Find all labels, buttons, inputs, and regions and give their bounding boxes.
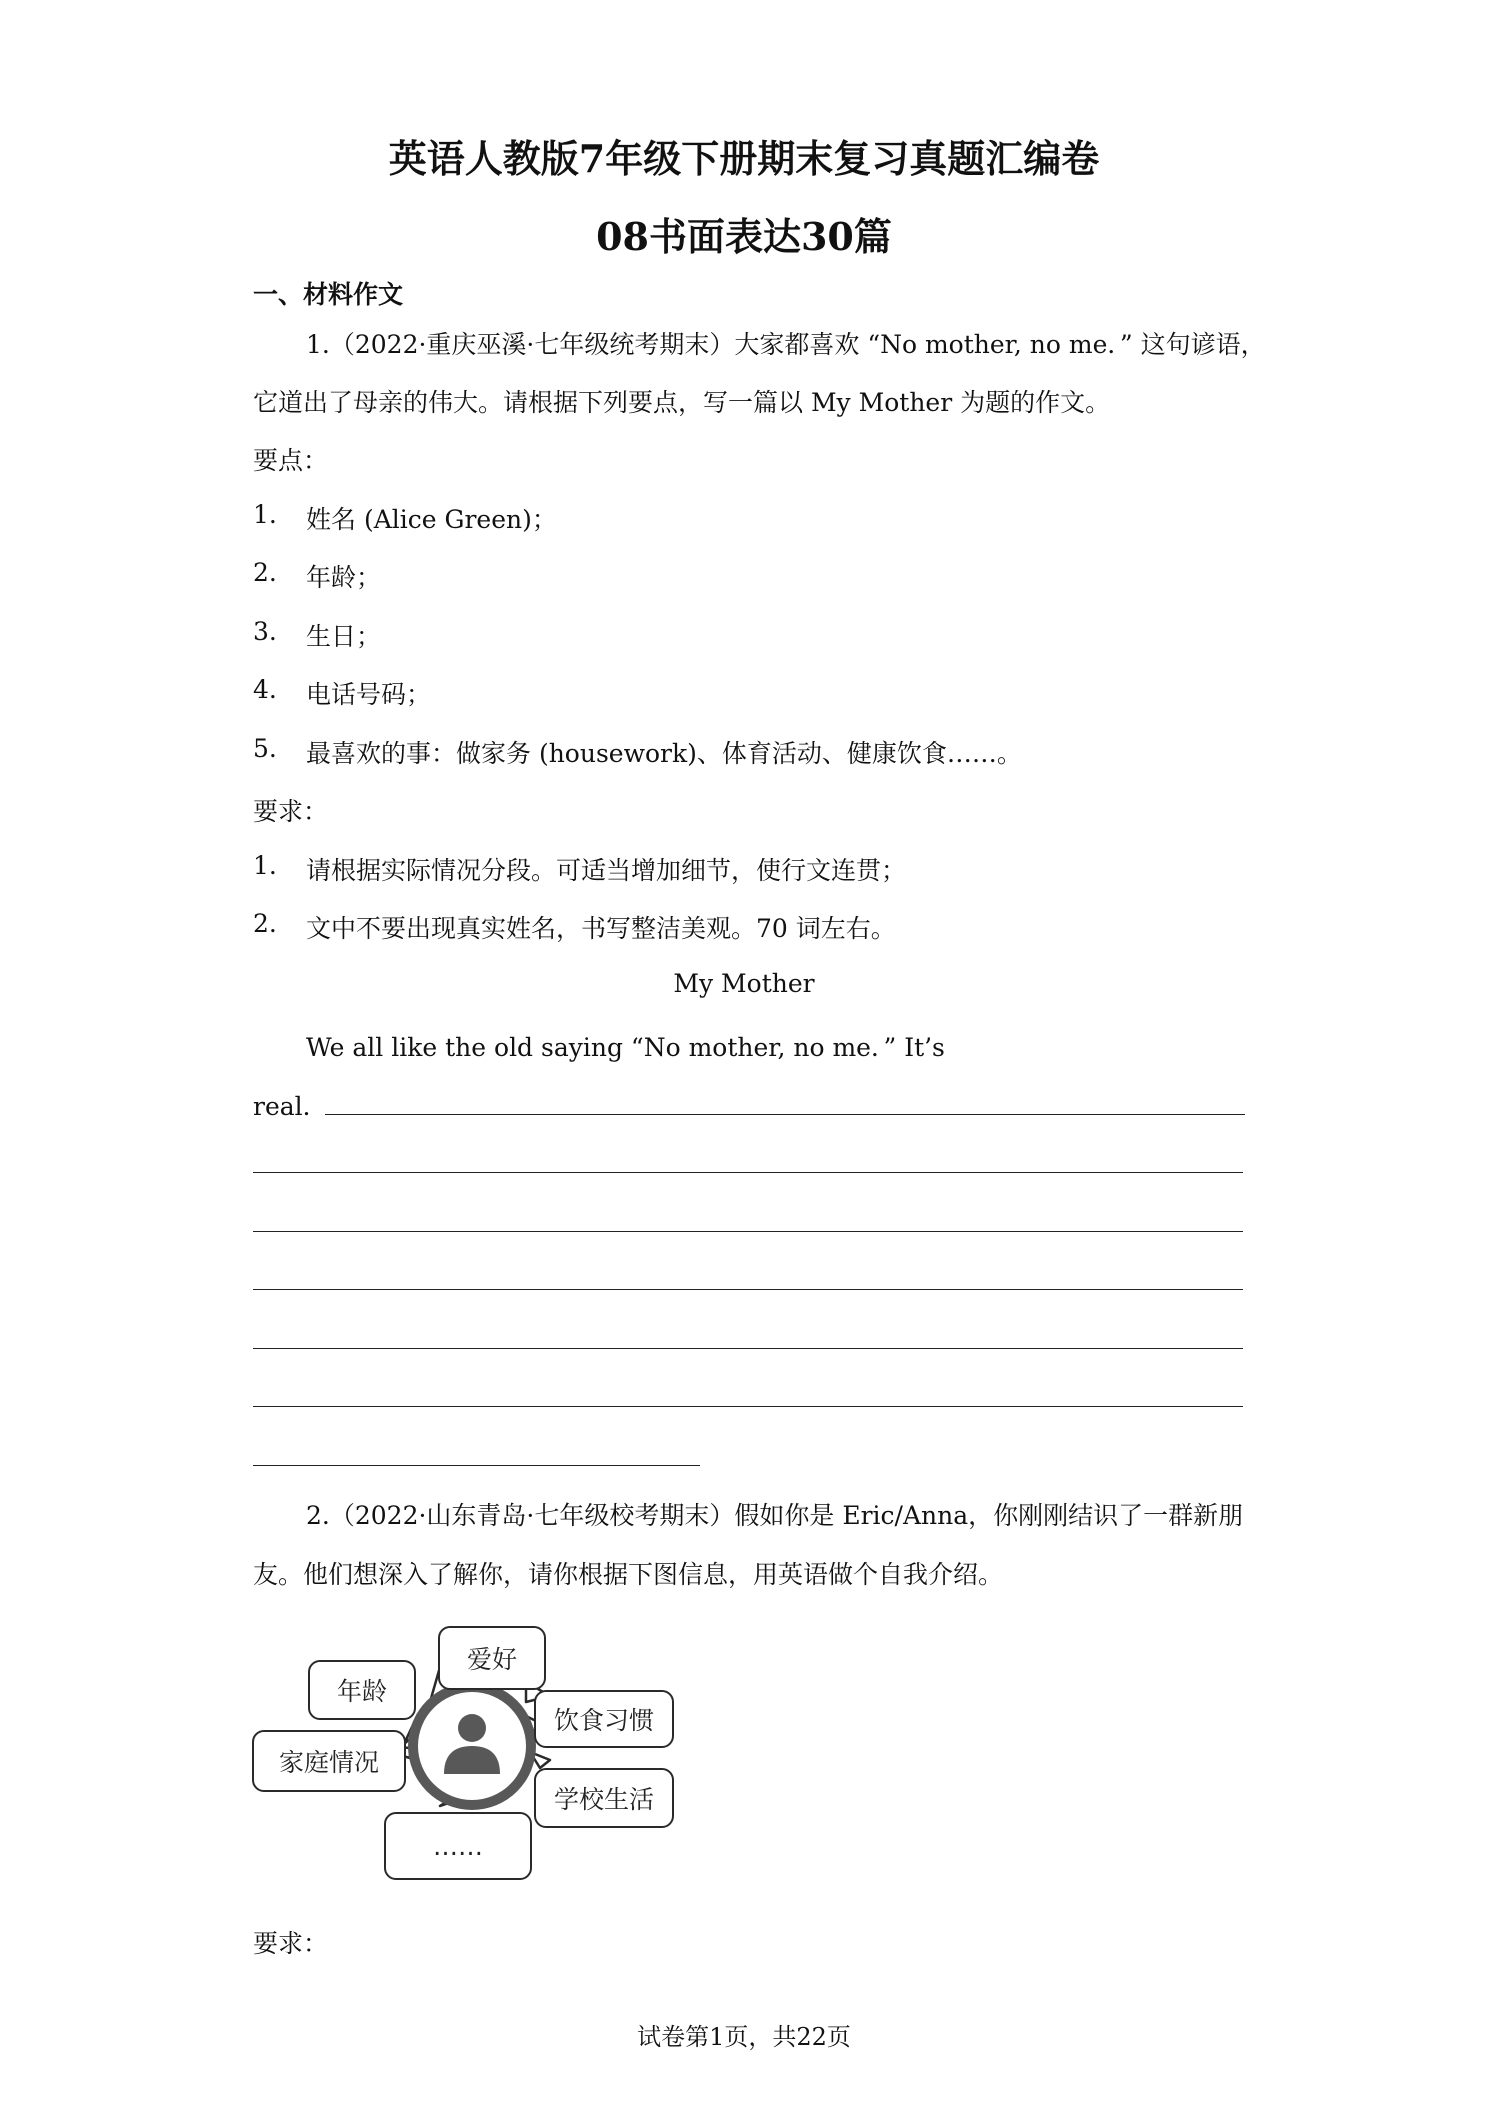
bubble-diet: 饮食习惯	[534, 1690, 674, 1748]
q1-line2: 它道出了母亲的伟大。请根据下列要点，写一篇以 My Mother 为题的作文。	[253, 388, 1111, 417]
answer-line[interactable]	[253, 1231, 1243, 1232]
bubble-more: ……	[384, 1812, 532, 1880]
essay-title: My Mother	[673, 969, 815, 998]
q2-req-label: 要求：	[253, 1929, 329, 1958]
point-text: 生日；	[306, 622, 382, 651]
point-text: 姓名 (Alice Green)；	[306, 505, 557, 534]
point-number: 2.	[253, 558, 277, 587]
answer-line[interactable]	[253, 1465, 700, 1466]
bubble-family: 家庭情况	[252, 1730, 406, 1792]
q1-points-label: 要点：	[253, 446, 329, 475]
req-text: 文中不要出现真实姓名，书写整洁美观。70 词左右。	[306, 914, 896, 943]
bubble-school: 学校生活	[534, 1768, 674, 1828]
q2-line1: 2.（2022·山东青岛·七年级校考期末）假如你是 Eric/Anna，你刚刚结识了一群新朋	[306, 1501, 1244, 1530]
q2-line2: 友。他们想深入了解你，请你根据下图信息，用英语做个自我介绍。	[253, 1560, 1004, 1589]
bubble-age: 年龄	[308, 1660, 416, 1720]
point-number: 1.	[253, 500, 277, 529]
mind-map-diagram	[250, 1618, 700, 1888]
point-text: 年龄；	[306, 563, 382, 592]
point-number: 4.	[253, 675, 277, 704]
page-title-line2: 08书面表达30篇	[596, 214, 892, 259]
section-heading: 一、材料作文	[253, 280, 404, 309]
point-text: 电话号码；	[306, 680, 432, 709]
req-text: 请根据实际情况分段。可适当增加细节，使行文连贯；	[306, 856, 907, 885]
answer-line[interactable]	[325, 1114, 1245, 1115]
q1-req-label: 要求：	[253, 797, 329, 826]
q1-line1: 1.（2022·重庆巫溪·七年级统考期末）大家都喜欢 “No mother, no me．” 这句谚语，	[306, 330, 1266, 359]
bubble-hobby: 爱好	[438, 1626, 546, 1690]
page-title-line1: 英语人教版7年级下册期末复习真题汇编卷	[388, 136, 1100, 181]
essay-start: We all like the old saying “No mother, no me．” It’s	[306, 1033, 945, 1062]
req-number: 1.	[253, 851, 277, 880]
req-number: 2.	[253, 909, 277, 938]
essay-real: real．	[253, 1092, 328, 1121]
page-footer: 试卷第1页，共22页	[637, 2023, 851, 2051]
answer-line[interactable]	[253, 1348, 1243, 1349]
answer-line[interactable]	[253, 1406, 1243, 1407]
point-number: 5.	[253, 734, 277, 763]
answer-line[interactable]	[253, 1172, 1243, 1173]
point-number: 3.	[253, 617, 277, 646]
point-text: 最喜欢的事：做家务 (housework)、体育活动、健康饮食……。	[306, 739, 1022, 768]
answer-line[interactable]	[253, 1289, 1243, 1290]
